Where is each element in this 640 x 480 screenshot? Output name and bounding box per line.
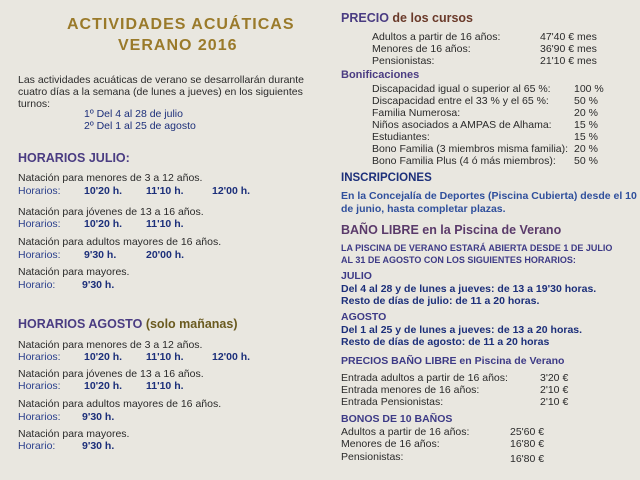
bano-agosto-line-1: Del 1 al 25 y de lunes a jueves: de 13 a 20 horas.: [341, 324, 583, 336]
julio-heading: HORARIOS JULIO:: [18, 151, 130, 165]
agosto-group-1-title: Natación para menores de 3 a 12 años.: [18, 339, 203, 351]
bonif-row-1-value: 100 %: [574, 83, 604, 95]
bonif-row-2-value: 50 %: [574, 95, 598, 107]
julio-group-3-time-2: 20'00 h.: [146, 249, 185, 261]
bonif-row-7-value: 50 %: [574, 155, 598, 167]
precio-row-1-label: Adultos a partir de 16 años:: [372, 31, 501, 43]
inscripciones-line-1: En la Concejalía de Deportes (Piscina Cubierta) desde el 10: [341, 190, 637, 202]
bano-julio-line-1: Del 4 al 28 y de lunes a jueves: de 13 a 19'30 horas.: [341, 283, 597, 295]
agosto-group-2-label: Horarios:: [18, 380, 61, 392]
agosto-group-2-title: Natación para jóvenes de 13 a 16 años.: [18, 368, 204, 380]
julio-group-2-title: Natación para jóvenes de 13 a 16 años.: [18, 206, 204, 218]
julio-group-2-time-1: 10'20 h.: [84, 218, 123, 230]
agosto-group-4-label: Horario:: [18, 440, 56, 452]
agosto-group-4-time-1: 9'30 h.: [82, 440, 115, 452]
precio-row-3-value: 21'10 € mes: [540, 55, 597, 67]
bonif-row-3-value: 20 %: [574, 107, 598, 119]
agosto-group-2-time-1: 10'20 h.: [84, 380, 123, 392]
julio-group-2-time-2: 11'10 h.: [146, 218, 184, 230]
agosto-group-4-title: Natación para mayores.: [18, 428, 130, 440]
entrada-row-1-label: Entrada adultos a partir de 16 años:: [341, 372, 508, 384]
bonif-row-3-label: Familia Numerosa:: [372, 107, 461, 119]
intro-line-1: Las actividades acuáticas de verano se desarrollarán durante: [18, 74, 305, 86]
bonificaciones-heading: Bonificaciones: [341, 69, 420, 81]
julio-group-4-label: Horario:: [18, 279, 56, 291]
julio-group-4-title: Natación para mayores.: [18, 266, 130, 278]
julio-group-3-time-1: 9'30 h.: [84, 249, 117, 261]
bonif-row-6-value: 20 %: [574, 143, 598, 155]
julio-group-1-time-2: 11'10 h.: [146, 185, 184, 197]
bonif-row-4-label: Niños asociados a AMPAS de Alhama:: [372, 119, 552, 131]
precio-heading-b: de los cursos: [392, 11, 474, 25]
agosto-heading: [18, 317, 238, 331]
agosto-group-2-time-2: 11'10 h.: [146, 380, 184, 392]
agosto-group-1-label: Horarios:: [18, 351, 61, 363]
precio-row-2-label: Menores de 16 años:: [372, 43, 471, 55]
julio-group-1-label: Horarios:: [18, 185, 61, 197]
julio-group-1-time-3: 12'00 h.: [212, 185, 251, 197]
bonif-row-4-value: 15 %: [574, 119, 598, 131]
precios-bano-heading: PRECIOS BAÑO LIBRE en Piscina de Verano: [341, 355, 565, 367]
precio-heading: [341, 11, 473, 25]
julio-group-4-time-1: 9'30 h.: [82, 279, 115, 291]
agosto-group-1-time-1: 10'20 h.: [84, 351, 123, 363]
agosto-group-3-time-1: 9'30 h.: [82, 411, 115, 423]
agosto-group-3-label: Horarios:: [18, 411, 61, 423]
bono-row-1-label: Adultos a partir de 16 años:: [341, 426, 470, 438]
bono-row-3-value: 16'80 €: [510, 453, 545, 465]
bano-julio-label: JULIO: [341, 270, 372, 282]
entrada-row-2-label: Entrada menores de 16 años:: [341, 384, 480, 396]
bano-agosto-label: AGOSTO: [341, 311, 387, 323]
bano-julio-line-2: Resto de días de julio: de 11 a 20 horas.: [341, 295, 540, 307]
bonif-row-2-label: Discapacidad entre el 33 % y el 65 %:: [372, 95, 549, 107]
intro-line-3: turnos:: [18, 98, 51, 110]
julio-group-1-time-1: 10'20 h.: [84, 185, 123, 197]
bano-agosto-line-2: Resto de días de agosto: de 11 a 20 horas: [341, 336, 550, 348]
main-title: ACTIVIDADES ACUÁTICAS: [67, 16, 295, 33]
bonif-row-7-label: Bono Familia Plus (4 ó más miembros):: [372, 155, 556, 167]
agosto-group-1-time-3: 12'00 h.: [212, 351, 251, 363]
agosto-heading-text: HORARIOS AGOSTO: [18, 317, 143, 331]
bano-intro-line-2: AL 31 DE AGOSTO CON LOS SIGUIENTES HORARIOS:: [341, 255, 576, 265]
inscripciones-heading: INSCRIPCIONES: [341, 172, 432, 184]
bono-row-1-value: 25'60 €: [510, 426, 545, 438]
main-subtitle: VERANO 2016: [118, 37, 238, 54]
precio-row-1-value: 47'40 € mes: [540, 31, 597, 43]
bonif-row-5-label: Estudiantes:: [372, 131, 430, 143]
precio-heading-a: PRECIO: [341, 11, 389, 25]
inscripciones-line-2: de junio, hasta completar plazas.: [341, 203, 506, 215]
precio-row-2-value: 36'90 € mes: [540, 43, 597, 55]
turno-1: 1º Del 4 al 28 de julio: [84, 108, 183, 120]
bono-row-3-label: Pensionistas:: [341, 451, 404, 463]
bonif-row-6-label: Bono Familia (3 miembros misma familia):: [372, 143, 569, 155]
bonif-row-5-value: 15 %: [574, 131, 598, 143]
turno-2: 2º Del 1 al 25 de agosto: [84, 120, 196, 132]
bonos-heading: BONOS DE 10 BAÑOS: [341, 413, 453, 425]
bono-row-2-value: 16'80 €: [510, 438, 545, 450]
bonif-row-1-label: Discapacidad igual o superior al 65 %:: [372, 83, 551, 95]
entrada-row-3-value: 2'10 €: [540, 396, 569, 408]
bano-intro-line-1: LA PISCINA DE VERANO ESTARÁ ABIERTA DESDE 1 DE JULIO: [341, 243, 613, 253]
agosto-group-1-time-2: 11'10 h.: [146, 351, 184, 363]
precio-row-3-label: Pensionistas:: [372, 55, 435, 67]
julio-group-3-title: Natación para adultos mayores de 16 años.: [18, 236, 222, 248]
agosto-group-3-title: Natación para adultos mayores de 16 años.: [18, 398, 222, 410]
julio-group-1-title: Natación para menores de 3 a 12 años.: [18, 172, 203, 184]
bono-row-2-label: Menores de 16 años:: [341, 438, 440, 450]
entrada-row-3-label: Entrada Pensionistas:: [341, 396, 444, 408]
agosto-heading-suffix: (solo mañanas): [145, 317, 238, 331]
entrada-row-2-value: 2'10 €: [540, 384, 569, 396]
entrada-row-1-value: 3'20 €: [540, 372, 569, 384]
bano-libre-heading: BAÑO LIBRE en la Piscina de Verano: [341, 223, 562, 237]
intro-line-2: cuatro días a la semana (de lunes a jueves) en los siguientes: [18, 86, 303, 98]
julio-group-3-label: Horarios:: [18, 249, 61, 261]
julio-group-2-label: Horarios:: [18, 218, 61, 230]
